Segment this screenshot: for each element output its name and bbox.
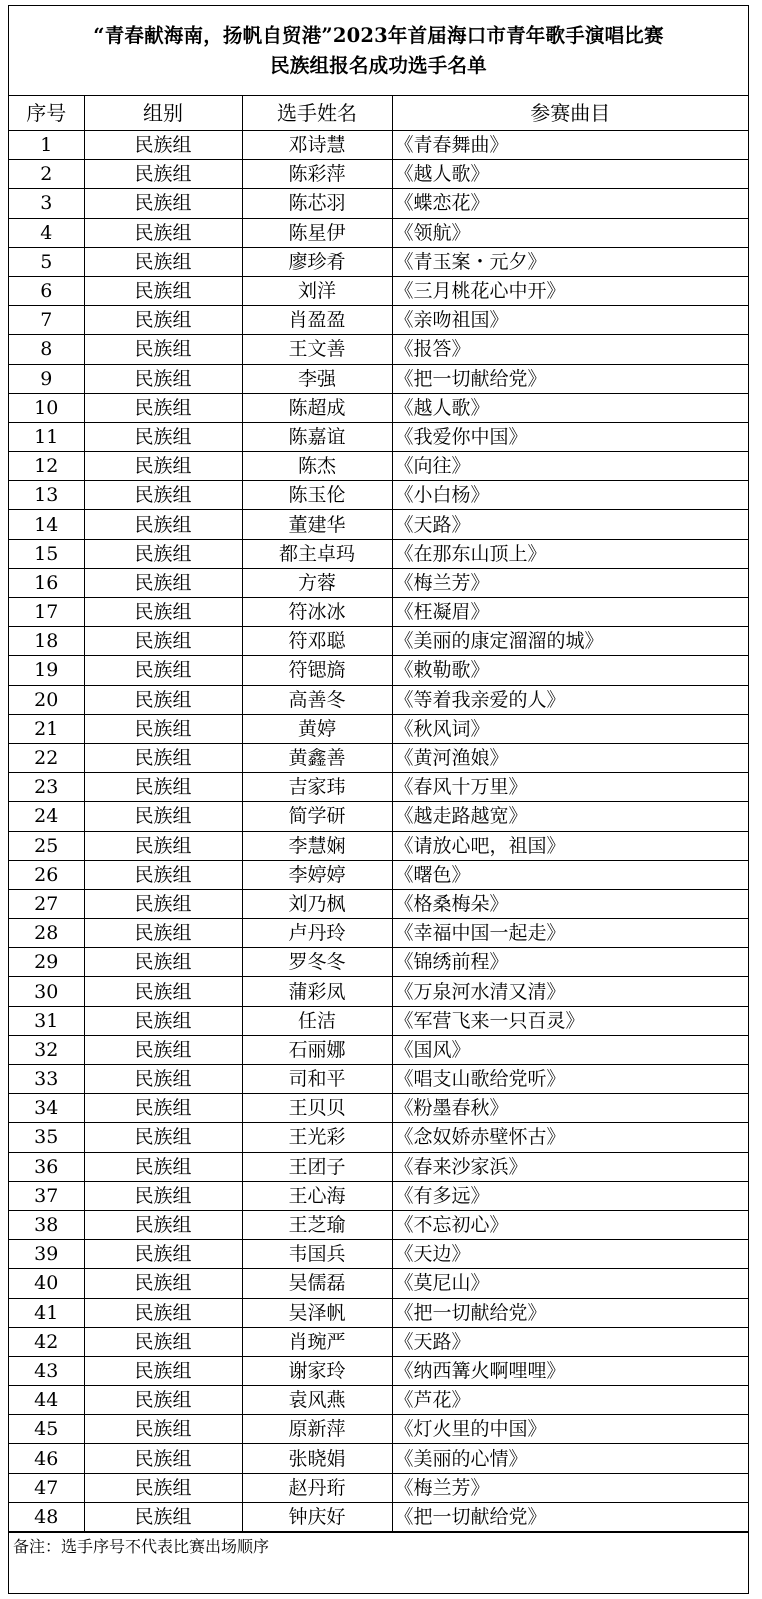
table-row: [9, 452, 748, 481]
table-row: [9, 335, 748, 364]
row-group: 民族组: [84, 510, 242, 539]
row-group: 民族组: [84, 1094, 242, 1123]
table-row: [9, 189, 748, 218]
row-number: 12: [9, 452, 84, 481]
row-number: 33: [9, 1065, 84, 1094]
table-row: [9, 743, 748, 772]
row-song-title: 《越人歌》: [392, 160, 748, 189]
row-number: 1: [9, 131, 84, 160]
row-song-title: 《天路》: [392, 1327, 748, 1356]
row-number: 34: [9, 1094, 84, 1123]
row-group: 民族组: [84, 393, 242, 422]
row-number: 40: [9, 1269, 84, 1298]
row-group: 民族组: [84, 919, 242, 948]
row-contestant-name: 原新萍: [242, 1415, 392, 1444]
row-song-title: 《在那东山顶上》: [392, 539, 748, 568]
row-contestant-name: 符锶旖: [242, 656, 392, 685]
row-contestant-name: 钟庆好: [242, 1502, 392, 1531]
row-group: 民族组: [84, 1473, 242, 1502]
row-song-title: 《纳西篝火啊哩哩》: [392, 1356, 748, 1385]
row-group: 民族组: [84, 889, 242, 918]
table-header-row: [9, 96, 748, 131]
header-name: 选手姓名: [242, 96, 392, 131]
row-contestant-name: 吴泽帆: [242, 1298, 392, 1327]
row-number: 9: [9, 364, 84, 393]
row-contestant-name: 符邓聪: [242, 627, 392, 656]
row-group: 民族组: [84, 335, 242, 364]
row-song-title: 《报答》: [392, 335, 748, 364]
row-number: 21: [9, 714, 84, 743]
row-number: 48: [9, 1502, 84, 1531]
row-number: 46: [9, 1444, 84, 1473]
row-song-title: 《芦花》: [392, 1386, 748, 1415]
table-row: [9, 1065, 748, 1094]
row-contestant-name: 王芝瑜: [242, 1210, 392, 1239]
row-group: 民族组: [84, 1210, 242, 1239]
table-row: [9, 1327, 748, 1356]
row-song-title: 《青春舞曲》: [392, 131, 748, 160]
row-number: 28: [9, 919, 84, 948]
row-song-title: 《把一切献给党》: [392, 1502, 748, 1531]
row-group: 民族组: [84, 1356, 242, 1385]
row-contestant-name: 吴儒磊: [242, 1269, 392, 1298]
row-contestant-name: 肖琬严: [242, 1327, 392, 1356]
row-song-title: 《春风十万里》: [392, 773, 748, 802]
row-song-title: 《青玉案・元夕》: [392, 247, 748, 276]
row-song-title: 《不忘初心》: [392, 1210, 748, 1239]
row-number: 3: [9, 189, 84, 218]
row-group: 民族组: [84, 131, 242, 160]
table-row: [9, 1444, 748, 1473]
table-row: [9, 276, 748, 305]
row-contestant-name: 蒲彩凤: [242, 977, 392, 1006]
row-number: 29: [9, 948, 84, 977]
row-group: 民族组: [84, 452, 242, 481]
row-number: 7: [9, 306, 84, 335]
row-number: 15: [9, 539, 84, 568]
table-row: [9, 422, 748, 451]
row-group: 民族组: [84, 189, 242, 218]
row-number: 35: [9, 1123, 84, 1152]
row-contestant-name: 陈杰: [242, 452, 392, 481]
row-contestant-name: 王贝贝: [242, 1094, 392, 1123]
row-contestant-name: 陈玉伦: [242, 481, 392, 510]
row-song-title: 《黄河渔娘》: [392, 743, 748, 772]
table-body: [9, 131, 748, 1532]
row-contestant-name: 廖珍肴: [242, 247, 392, 276]
row-contestant-name: 王文善: [242, 335, 392, 364]
table-row: [9, 627, 748, 656]
row-number: 8: [9, 335, 84, 364]
row-group: 民族组: [84, 364, 242, 393]
table-row: [9, 510, 748, 539]
row-number: 24: [9, 802, 84, 831]
row-song-title: 《国风》: [392, 1035, 748, 1064]
row-group: 民族组: [84, 276, 242, 305]
row-song-title: 《万泉河水清又清》: [392, 977, 748, 1006]
row-group: 民族组: [84, 160, 242, 189]
row-number: 30: [9, 977, 84, 1006]
row-number: 37: [9, 1181, 84, 1210]
row-number: 19: [9, 656, 84, 685]
row-number: 13: [9, 481, 84, 510]
table-row: [9, 247, 748, 276]
row-song-title: 《曙色》: [392, 860, 748, 889]
row-contestant-name: 符冰冰: [242, 598, 392, 627]
row-contestant-name: 王团子: [242, 1152, 392, 1181]
row-contestant-name: 陈芯羽: [242, 189, 392, 218]
row-group: 民族组: [84, 1181, 242, 1210]
table-row: [9, 1181, 748, 1210]
row-song-title: 《美丽的康定溜溜的城》: [392, 627, 748, 656]
table-row: [9, 131, 748, 160]
row-song-title: 《蝶恋花》: [392, 189, 748, 218]
row-contestant-name: 吉家玮: [242, 773, 392, 802]
row-song-title: 《领航》: [392, 218, 748, 247]
row-song-title: 《天路》: [392, 510, 748, 539]
row-group: 民族组: [84, 598, 242, 627]
table-row: [9, 831, 748, 860]
row-number: 5: [9, 247, 84, 276]
row-contestant-name: 黄鑫善: [242, 743, 392, 772]
table-row: [9, 598, 748, 627]
row-contestant-name: 陈嘉谊: [242, 422, 392, 451]
row-group: 民族组: [84, 948, 242, 977]
table-row: [9, 306, 748, 335]
table-row: [9, 1240, 748, 1269]
row-song-title: 《三月桃花心中开》: [392, 276, 748, 305]
row-group: 民族组: [84, 1123, 242, 1152]
row-group: 民族组: [84, 1269, 242, 1298]
row-contestant-name: 李婷婷: [242, 860, 392, 889]
table-row: [9, 539, 748, 568]
row-song-title: 《有多远》: [392, 1181, 748, 1210]
table-row: [9, 1502, 748, 1531]
row-song-title: 《念奴娇赤壁怀古》: [392, 1123, 748, 1152]
row-song-title: 《唱支山歌给党听》: [392, 1065, 748, 1094]
row-group: 民族组: [84, 1386, 242, 1415]
table-row: [9, 1356, 748, 1385]
table-row: [9, 685, 748, 714]
table-row: [9, 481, 748, 510]
row-group: 民族组: [84, 773, 242, 802]
header-number: 序号: [9, 96, 84, 131]
row-number: 42: [9, 1327, 84, 1356]
document-title: [9, 6, 748, 96]
table-row: [9, 714, 748, 743]
row-song-title: 《莫尼山》: [392, 1269, 748, 1298]
table-row: [9, 160, 748, 189]
row-contestant-name: 董建华: [242, 510, 392, 539]
row-contestant-name: 司和平: [242, 1065, 392, 1094]
row-group: 民族组: [84, 1152, 242, 1181]
table-row: [9, 1035, 748, 1064]
row-number: 25: [9, 831, 84, 860]
table-row: [9, 1415, 748, 1444]
row-contestant-name: 卢丹玲: [242, 919, 392, 948]
row-group: 民族组: [84, 1006, 242, 1035]
row-group: 民族组: [84, 1240, 242, 1269]
row-song-title: 《军营飞来一只百灵》: [392, 1006, 748, 1035]
row-song-title: 《秋风词》: [392, 714, 748, 743]
row-number: 27: [9, 889, 84, 918]
table-row: [9, 1473, 748, 1502]
registration-sheet: [8, 5, 749, 1594]
row-song-title: 《美丽的心情》: [392, 1444, 748, 1473]
row-song-title: 《灯火里的中国》: [392, 1415, 748, 1444]
row-song-title: 《敕勒歌》: [392, 656, 748, 685]
table-row: [9, 1386, 748, 1415]
table-row: [9, 393, 748, 422]
table-row: [9, 860, 748, 889]
row-group: 民族组: [84, 977, 242, 1006]
row-number: 23: [9, 773, 84, 802]
row-number: 39: [9, 1240, 84, 1269]
row-song-title: 《亲吻祖国》: [392, 306, 748, 335]
row-contestant-name: 袁风燕: [242, 1386, 392, 1415]
row-song-title: 《越人歌》: [392, 393, 748, 422]
row-song-title: 《我爱你中国》: [392, 422, 748, 451]
row-contestant-name: 高善冬: [242, 685, 392, 714]
row-group: 民族组: [84, 218, 242, 247]
footnote: 备注：选手序号不代表比赛出场顺序: [9, 1532, 748, 1560]
row-number: 22: [9, 743, 84, 772]
row-contestant-name: 刘乃枫: [242, 889, 392, 918]
row-contestant-name: 任洁: [242, 1006, 392, 1035]
table-row: [9, 1152, 748, 1181]
table-row: [9, 1123, 748, 1152]
row-group: 民族组: [84, 685, 242, 714]
table-row: [9, 568, 748, 597]
row-song-title: 《锦绣前程》: [392, 948, 748, 977]
row-contestant-name: 邓诗慧: [242, 131, 392, 160]
row-group: 民族组: [84, 539, 242, 568]
row-group: 民族组: [84, 568, 242, 597]
row-song-title: 《幸福中国一起走》: [392, 919, 748, 948]
row-song-title: 《格桑梅朵》: [392, 889, 748, 918]
table-row: [9, 1094, 748, 1123]
row-number: 20: [9, 685, 84, 714]
row-number: 47: [9, 1473, 84, 1502]
title-line-1: “青春献海南，扬帆自贸港”2023年首届海口市青年歌手演唱比赛: [93, 23, 664, 47]
table-row: [9, 889, 748, 918]
row-group: 民族组: [84, 743, 242, 772]
row-song-title: 《把一切献给党》: [392, 1298, 748, 1327]
row-contestant-name: 肖盈盈: [242, 306, 392, 335]
row-contestant-name: 王光彩: [242, 1123, 392, 1152]
row-song-title: 《等着我亲爱的人》: [392, 685, 748, 714]
row-number: 2: [9, 160, 84, 189]
row-contestant-name: 简学研: [242, 802, 392, 831]
row-group: 民族组: [84, 1065, 242, 1094]
row-number: 10: [9, 393, 84, 422]
row-song-title: 《梅兰芳》: [392, 568, 748, 597]
row-number: 32: [9, 1035, 84, 1064]
row-group: 民族组: [84, 656, 242, 685]
row-group: 民族组: [84, 802, 242, 831]
row-number: 18: [9, 627, 84, 656]
row-group: 民族组: [84, 1444, 242, 1473]
row-group: 民族组: [84, 422, 242, 451]
row-song-title: 《粉墨春秋》: [392, 1094, 748, 1123]
row-song-title: 《小白杨》: [392, 481, 748, 510]
row-number: 43: [9, 1356, 84, 1385]
row-song-title: 《梅兰芳》: [392, 1473, 748, 1502]
table-row: [9, 1006, 748, 1035]
row-song-title: 《请放心吧，祖国》: [392, 831, 748, 860]
row-number: 31: [9, 1006, 84, 1035]
row-song-title: 《向往》: [392, 452, 748, 481]
row-contestant-name: 张晓娟: [242, 1444, 392, 1473]
row-contestant-name: 赵丹珩: [242, 1473, 392, 1502]
row-group: 民族组: [84, 1298, 242, 1327]
row-group: 民族组: [84, 1327, 242, 1356]
row-number: 36: [9, 1152, 84, 1181]
row-number: 44: [9, 1386, 84, 1415]
row-group: 民族组: [84, 306, 242, 335]
row-contestant-name: 陈彩萍: [242, 160, 392, 189]
row-contestant-name: 都主卓玛: [242, 539, 392, 568]
row-number: 17: [9, 598, 84, 627]
row-contestant-name: 李慧娴: [242, 831, 392, 860]
row-contestant-name: 黄婷: [242, 714, 392, 743]
row-number: 14: [9, 510, 84, 539]
contestant-table: [9, 96, 748, 1532]
row-number: 38: [9, 1210, 84, 1239]
row-group: 民族组: [84, 627, 242, 656]
table-row: [9, 948, 748, 977]
row-song-title: 《越走路越宽》: [392, 802, 748, 831]
row-contestant-name: 李强: [242, 364, 392, 393]
row-group: 民族组: [84, 1502, 242, 1531]
row-group: 民族组: [84, 714, 242, 743]
table-row: [9, 802, 748, 831]
row-contestant-name: 方蓉: [242, 568, 392, 597]
table-row: [9, 919, 748, 948]
row-contestant-name: 陈超成: [242, 393, 392, 422]
row-group: 民族组: [84, 831, 242, 860]
row-contestant-name: 王心海: [242, 1181, 392, 1210]
row-group: 民族组: [84, 1415, 242, 1444]
row-song-title: 《天边》: [392, 1240, 748, 1269]
row-contestant-name: 韦国兵: [242, 1240, 392, 1269]
header-song: 参赛曲目: [392, 96, 748, 131]
table-row: [9, 1298, 748, 1327]
table-row: [9, 773, 748, 802]
row-contestant-name: 谢家玲: [242, 1356, 392, 1385]
row-number: 6: [9, 276, 84, 305]
row-number: 16: [9, 568, 84, 597]
row-number: 26: [9, 860, 84, 889]
table-row: [9, 1210, 748, 1239]
table-row: [9, 218, 748, 247]
row-contestant-name: 陈星伊: [242, 218, 392, 247]
row-group: 民族组: [84, 860, 242, 889]
row-number: 45: [9, 1415, 84, 1444]
title-line-2: 民族组报名成功选手名单: [270, 53, 487, 77]
table-row: [9, 364, 748, 393]
table-row: [9, 656, 748, 685]
row-song-title: 《春来沙家浜》: [392, 1152, 748, 1181]
row-contestant-name: 石丽娜: [242, 1035, 392, 1064]
row-number: 4: [9, 218, 84, 247]
table-row: [9, 977, 748, 1006]
row-group: 民族组: [84, 1035, 242, 1064]
row-contestant-name: 刘洋: [242, 276, 392, 305]
row-number: 11: [9, 422, 84, 451]
row-number: 41: [9, 1298, 84, 1327]
header-group: 组别: [84, 96, 242, 131]
row-group: 民族组: [84, 247, 242, 276]
row-song-title: 《把一切献给党》: [392, 364, 748, 393]
table-row: [9, 1269, 748, 1298]
row-contestant-name: 罗冬冬: [242, 948, 392, 977]
row-group: 民族组: [84, 481, 242, 510]
row-song-title: 《枉凝眉》: [392, 598, 748, 627]
